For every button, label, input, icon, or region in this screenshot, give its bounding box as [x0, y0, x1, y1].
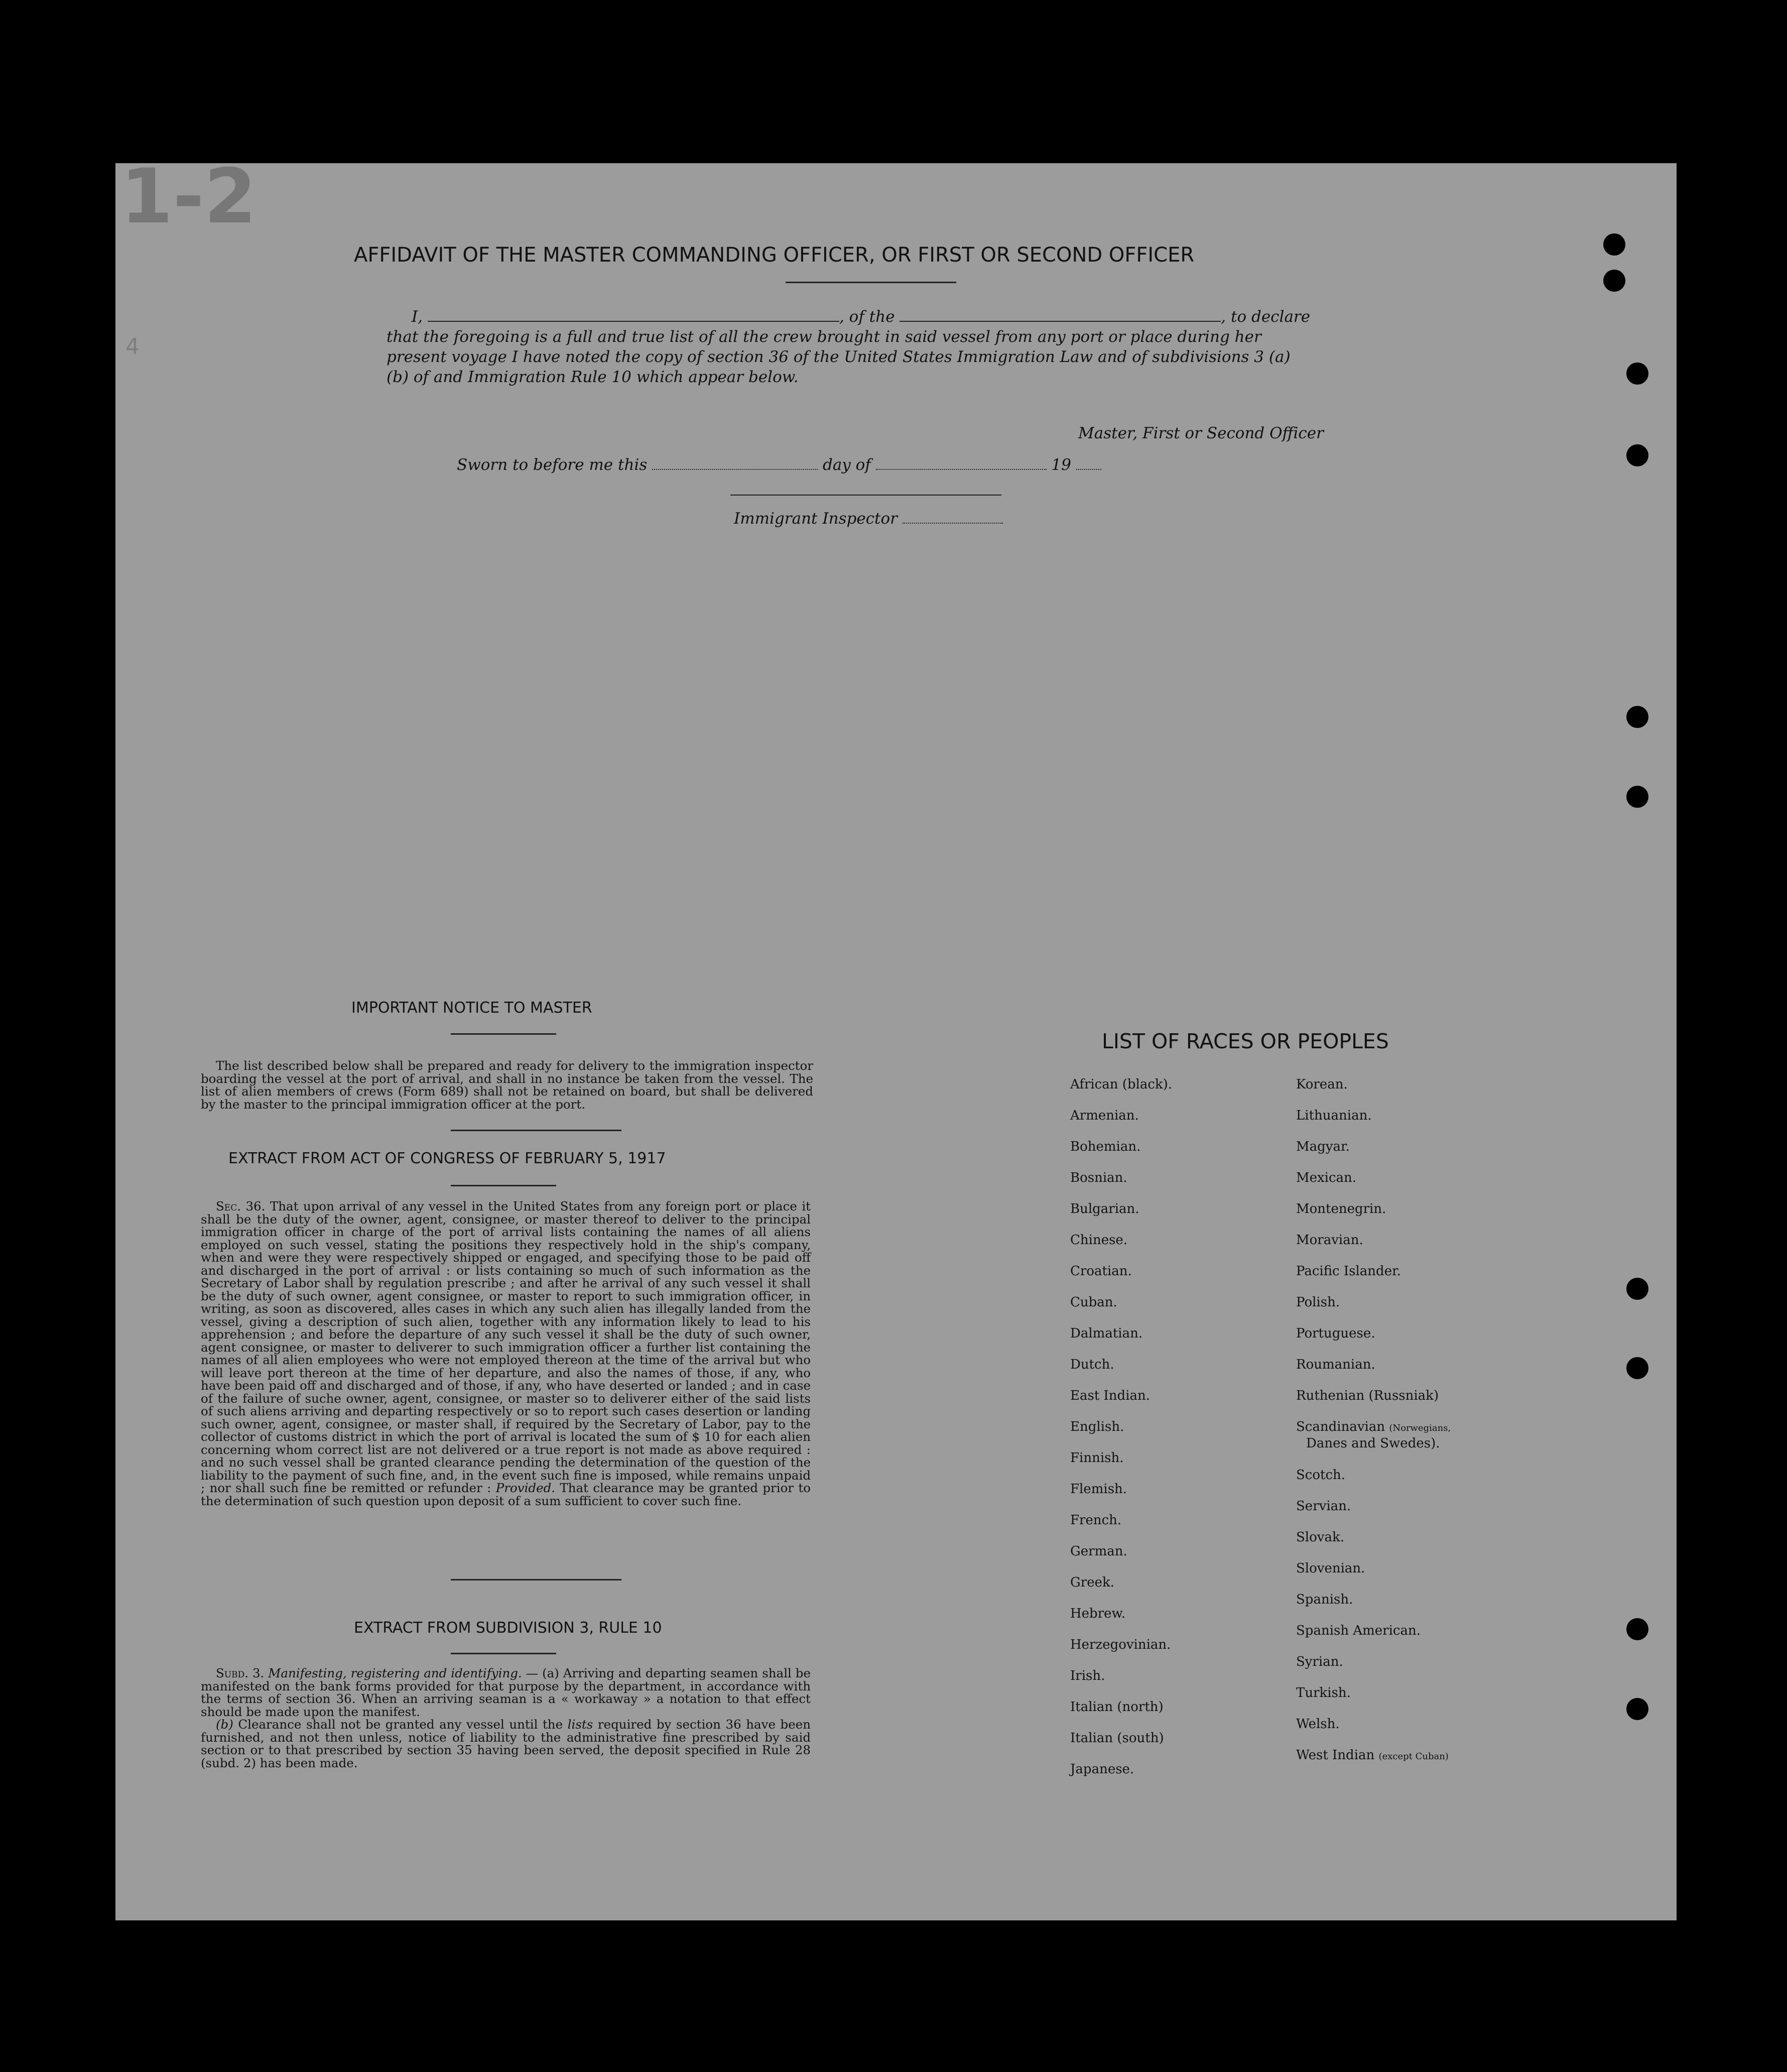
race-right-2: Magyar.: [1296, 1139, 1350, 1154]
inspector-blank[interactable]: [903, 523, 1003, 524]
notice-title: IMPORTANT NOTICE TO MASTER: [351, 999, 592, 1017]
race-left-2: Bohemian.: [1070, 1139, 1141, 1154]
race-left-12: Finnish.: [1070, 1450, 1124, 1466]
sworn-line: [457, 456, 1101, 474]
race-left-20: Italian (north): [1070, 1699, 1164, 1715]
race-right-14: Slovenian.: [1296, 1561, 1365, 1576]
divider: [451, 1185, 556, 1186]
race-left-4: Bulgarian.: [1070, 1201, 1139, 1216]
race-right-8: Portuguese.: [1296, 1326, 1375, 1341]
master-signature-label: Master, First or Second Officer: [1078, 424, 1324, 442]
sworn-day-blank[interactable]: [652, 469, 818, 470]
punch-hole: [1603, 233, 1625, 256]
race-right-0: Korean.: [1296, 1077, 1348, 1092]
race-left-16: Greek.: [1070, 1575, 1114, 1590]
race-right-4: Montenegrin.: [1296, 1201, 1386, 1216]
margin-mark-top: 1-2: [120, 153, 257, 240]
punch-hole: [1626, 1618, 1648, 1640]
punch-hole: [1603, 270, 1625, 292]
punch-hole: [1626, 706, 1648, 728]
race-right-9: Roumanian.: [1296, 1357, 1375, 1372]
race-left-5: Chinese.: [1070, 1233, 1128, 1248]
race-left-7: Cuban.: [1070, 1295, 1117, 1310]
inspector-line: [734, 510, 1003, 528]
race-right-5: Moravian.: [1296, 1233, 1363, 1248]
race-left-17: Hebrew.: [1070, 1606, 1125, 1621]
document-sheet: [115, 153, 1677, 1920]
race-right-scandinavian: [1296, 1419, 1451, 1434]
extract-act-body: [201, 1200, 811, 1507]
day-of-label: day of: [822, 456, 871, 474]
race-left-1: Armenian.: [1070, 1108, 1139, 1123]
punch-hole: [1626, 1698, 1648, 1720]
extract-rule-title: EXTRACT FROM SUBDIVISION 3, RULE 10: [354, 1619, 662, 1637]
divider: [786, 282, 956, 283]
extract-rule-body: [201, 1667, 811, 1769]
punch-hole: [1626, 1357, 1648, 1379]
race-left-6: Croatian.: [1070, 1264, 1132, 1279]
affidavit-line-1-start: I,: [412, 308, 423, 326]
race-right-6: Pacific Islander.: [1296, 1264, 1401, 1279]
subd-heading: Manifesting, registering and identifying.: [268, 1666, 522, 1680]
sworn-label: Sworn to before me this: [457, 456, 648, 474]
subd-b-end: required by section 36 have been furnished, and not then unless, notice of liability to the administrative fine prescribed by said section or to that prescribed by section 35 having been served, the deposit specified in Rule 28 (subd. 2) has been made.: [201, 1717, 811, 1770]
scandinavian-note: (Norwegians,: [1389, 1423, 1451, 1433]
race-left-9: Dutch.: [1070, 1357, 1114, 1372]
punch-hole: [1626, 1278, 1648, 1300]
affidavit-title: AFFIDAVIT OF THE MASTER COMMANDING OFFICER, OR FIRST OR SECOND OFFICER: [354, 243, 1195, 267]
race-right-3: Mexican.: [1296, 1170, 1357, 1185]
race-right-18: Turkish.: [1296, 1685, 1351, 1700]
punch-hole: [1626, 444, 1648, 466]
divider: [451, 1653, 556, 1654]
race-right-12: Servian.: [1296, 1499, 1351, 1514]
inspector-label: Immigrant Inspector: [734, 510, 898, 528]
west-indian-label: West Indian: [1296, 1748, 1375, 1763]
affidavit-line-1-mid: , of the: [839, 308, 895, 326]
west-indian-note: (except Cuban): [1378, 1751, 1449, 1762]
race-left-11: English.: [1070, 1419, 1124, 1434]
vessel-blank[interactable]: [900, 321, 1221, 322]
punch-hole: [1626, 786, 1648, 808]
notice-body: The list described below shall be prepared and ready for delivery to the immigration inspector boarding the vessel at the port of arrival, and shall in no instance be taken from the vessel. The list of alien members of crews (Form 689) shall not be retained on board, but shall be delivered by the master to the principal immigration officer at the port.: [201, 1058, 813, 1112]
sworn-month-blank[interactable]: [876, 469, 1047, 470]
proviso-label: Provided.: [495, 1481, 556, 1495]
race-right-7: Polish.: [1296, 1295, 1340, 1310]
race-left-22: Japanese.: [1070, 1762, 1134, 1777]
race-right-17: Syrian.: [1296, 1654, 1343, 1669]
race-left-3: Bosnian.: [1070, 1170, 1127, 1185]
sec-36-text: That upon arrival of any vessel in the United States from any foreign port or place it shall be the duty of the owner, agent, consignee, or master thereof to deliver to the principal immigration officer in charge of the port of arrival lists containing the names of all aliens employed on such vessel, stating the positions they respectively hold in the ship's company, when and were they were respectively shipped or engaged, and specifying those to be paid off and discharged in the port of arrival : or lists containing so much of such information as the Secretary of Labor shall by regulation prescribe ; and after he arrival of any such vessel it shall be the duty of such owner, agent consignee, or master to report to such immigration officer, in writing, as soon as discovered, alles cases in which any such alien has illegally landed from the vessel, giving a description of such alien, together with any information likely to lead to his apprehension ; and before the departure of any such vessel it shall be the duty of such owner, agent consignee, or master to deliverer to such immigration officer a further list containing the names of all alien employees who were not employed thereon at the time of the arrival but who will leave port thereon at the time of her departure, and also the names of those, if any, who have been paid off and discharged and of those, if any, who have deserted or landed ; and in case of the failure of suche owner, agent, consignee, or master so to deliverer either of the said lists of such aliens arriving and departing respectively or so to report such cases desertion or landing such owner, agent, consignee, or master shall, if required by the Secretary of Labor, pay to the collector of customs district in which the port of arrival is located the sum of $ 10 for each alien concerning whom correct list are not delivered or a true report is not made as above required : and no such vessel shall be granted clearance pending the determination of the question of the liability to the payment of such fine, and, in the event such fine is imposed, while remains unpaid ; nor shall such fine be remitted or refunder :: [201, 1199, 811, 1495]
year-prefix: 19: [1051, 456, 1071, 474]
races-title: LIST OF RACES OR PEOPLES: [1102, 1029, 1389, 1053]
race-left-8: Dalmatian.: [1070, 1326, 1143, 1341]
extract-act-title: EXTRACT FROM ACT OF CONGRESS OF FEBRUARY 5, 1917: [228, 1150, 666, 1167]
subd-b-start: Clearance shall not be granted any vessel until the: [238, 1717, 563, 1732]
race-right-11: Scotch.: [1296, 1468, 1346, 1483]
race-left-0: African (black).: [1070, 1077, 1173, 1092]
sec-label: Sec. 36.: [216, 1199, 266, 1213]
subd-b-lists: lists: [567, 1717, 593, 1732]
race-left-21: Italian (south): [1070, 1731, 1164, 1746]
divider: [451, 1033, 556, 1035]
proviso-text: That clearance may be granted prior to the determination of such question upon deposit of a sum sufficient to cover such fine.: [201, 1481, 811, 1508]
subd-label: Subd. 3.: [216, 1666, 265, 1680]
race-left-15: German.: [1070, 1544, 1127, 1559]
punch-hole: [1626, 362, 1648, 385]
sworn-year-blank[interactable]: [1076, 469, 1101, 470]
affidavit-line-4: (b) of and Immigration Rule 10 which appear below.: [387, 368, 799, 386]
race-right-10: Ruthenian (Russniak): [1296, 1388, 1439, 1403]
race-left-18: Herzegovinian.: [1070, 1637, 1171, 1652]
divider: [451, 1130, 621, 1131]
affidavit-line-2: that the foregoing is a full and true list of all the crew brought in said vessel from any port or place during her: [387, 328, 1261, 346]
race-right-1: Lithuanian.: [1296, 1108, 1372, 1123]
inspector-signature-line: [730, 495, 1001, 496]
race-right-16: Spanish American.: [1296, 1623, 1421, 1638]
race-right-west-indian: [1296, 1748, 1449, 1763]
divider: [451, 1579, 621, 1580]
affidavit-line-1: [412, 308, 1310, 326]
subd-b-label: (b): [216, 1717, 233, 1732]
subd-a-text: — (a) Arriving and departing seamen shall be manifested on the bank forms provided for that purpose by the department, in accordance with the terms of section 36. When an arriving seaman is a « workaway » a notation to that effect should be made upon the manifest.: [201, 1666, 811, 1719]
scandinavian-label: Scandinavian: [1296, 1419, 1385, 1434]
affidavit-line-3: present voyage I have noted the copy of section 36 of the United States Immigration Law and of subdivisions 3 (a): [387, 348, 1291, 366]
affidavit-line-1-end: , to declare: [1221, 308, 1311, 326]
race-right-13: Slovak.: [1296, 1530, 1344, 1545]
race-left-19: Irish.: [1070, 1668, 1105, 1683]
name-blank[interactable]: [428, 321, 839, 322]
race-right-15: Spanish.: [1296, 1592, 1353, 1607]
race-right-19: Welsh.: [1296, 1717, 1340, 1732]
margin-mark-left: 4: [125, 334, 140, 359]
race-left-13: Flemish.: [1070, 1482, 1127, 1497]
race-left-10: East Indian.: [1070, 1388, 1151, 1403]
race-left-14: French.: [1070, 1513, 1122, 1528]
race-right-scandinavian-2: Danes and Swedes).: [1306, 1436, 1440, 1451]
